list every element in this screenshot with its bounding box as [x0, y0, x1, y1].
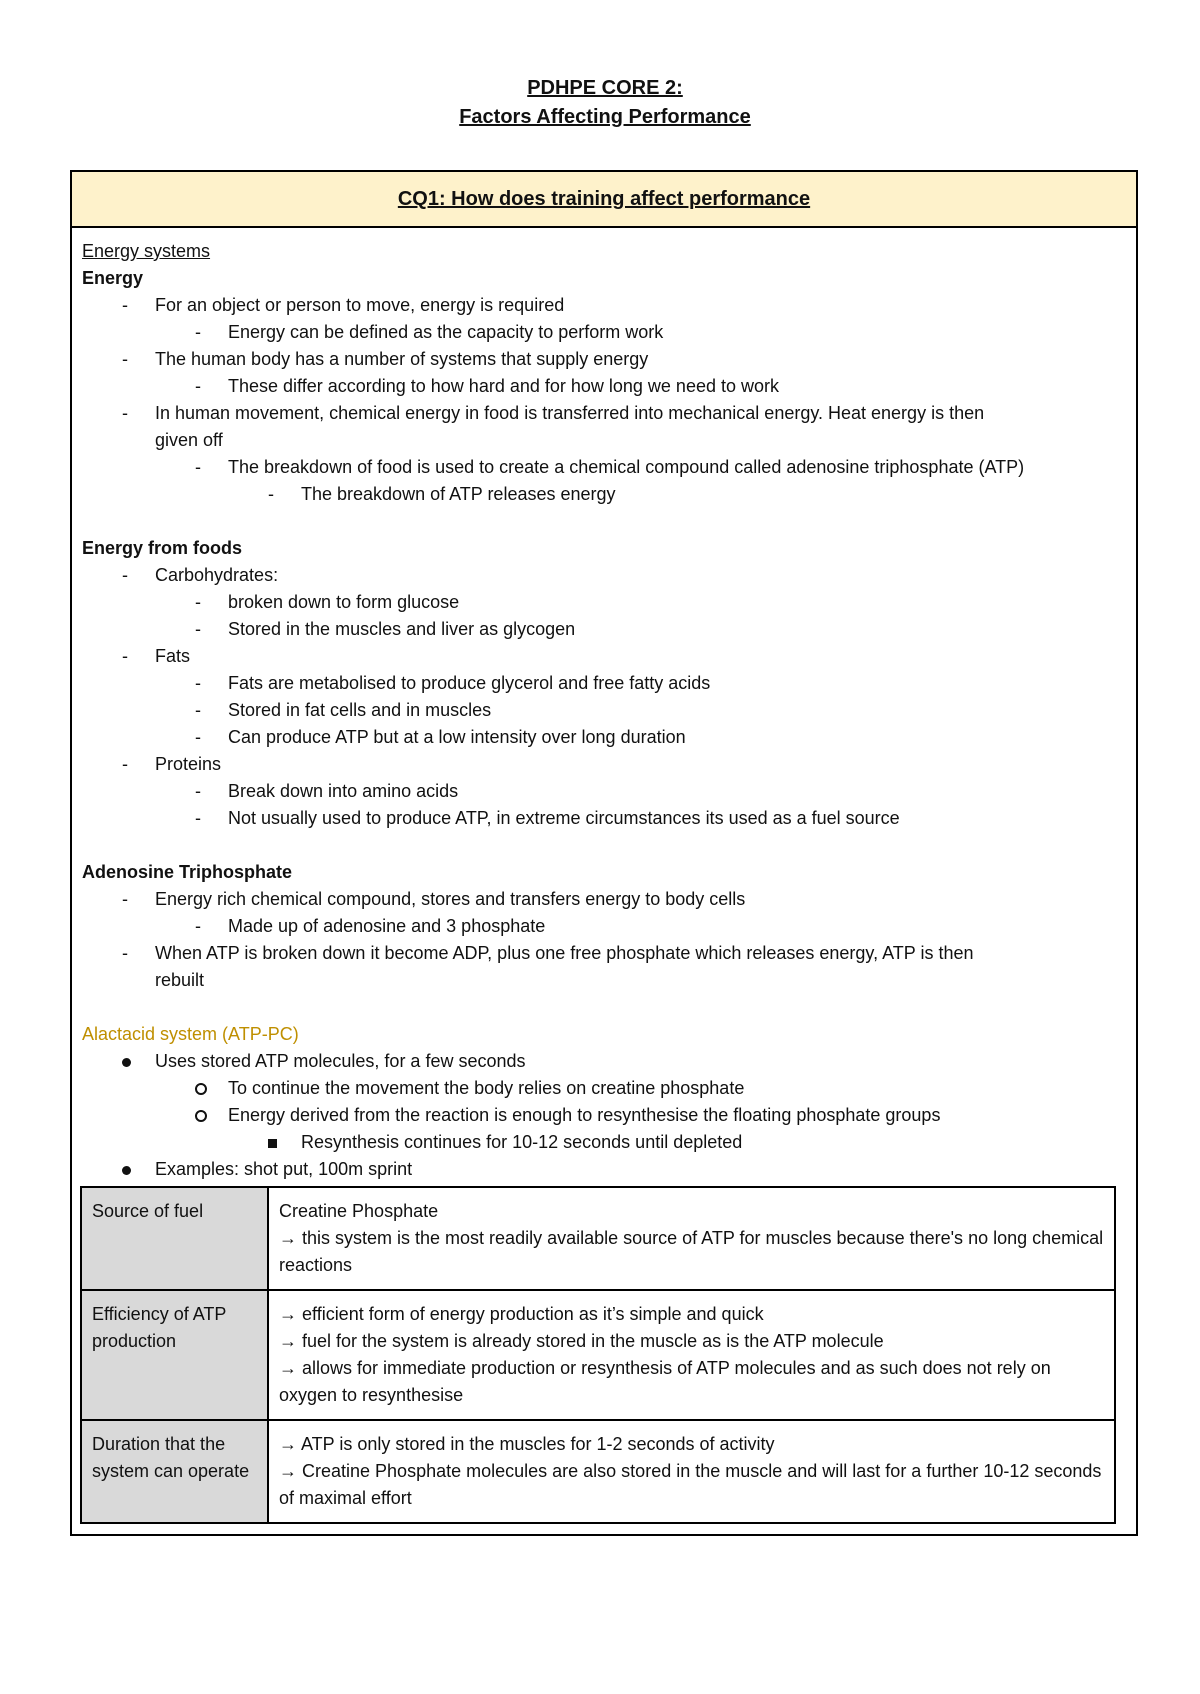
list-item-text: Not usually used to produce ATP, in extreme circumstances its used as a fuel source: [228, 808, 900, 828]
list-item-text: Examples: shot put, 100m sprint: [155, 1159, 413, 1179]
list-item: [82, 454, 1132, 481]
dash-marker: -: [195, 700, 201, 720]
dash-marker: -: [195, 376, 201, 396]
dash-marker: -: [122, 295, 128, 315]
list-item: [82, 1048, 1132, 1075]
list-item-text: Uses stored ATP molecules, for a few seconds: [155, 1051, 526, 1071]
list-item-text: To continue the movement the body relies on creatine phosphate: [228, 1078, 745, 1098]
dash-marker: -: [122, 646, 128, 666]
dash-marker: -: [195, 619, 201, 639]
energy-list: [82, 292, 1132, 508]
list-item: [82, 967, 1132, 994]
list-item-text: Made up of adenosine and 3 phosphate: [228, 916, 546, 936]
dash-marker: -: [195, 673, 201, 693]
list-item-text: The breakdown of food is used to create a chemical compound called adenosine triphosphate (ATP): [228, 457, 1025, 477]
list-item: [82, 373, 1132, 400]
list-item: [82, 1156, 1132, 1183]
list-item: [82, 481, 1132, 508]
list-item: [82, 562, 1132, 589]
dash-marker: -: [122, 565, 128, 585]
list-item: [82, 427, 1132, 454]
bullet-icon: [122, 1048, 131, 1075]
table-cell-line: → efficient form of energy production as it’s simple and quick: [279, 1304, 764, 1324]
document-title: PDHPE CORE 2:: [527, 77, 683, 99]
list-item-text: broken down to form glucose: [228, 592, 460, 612]
list-item-text: Stored in fat cells and in muscles: [228, 700, 492, 720]
list-item-text: In human movement, chemical energy in food is transferred into mechanical energy. Heat energy is then: [155, 403, 985, 423]
dash-marker: -: [195, 322, 201, 342]
list-item: [82, 805, 1132, 832]
dash-marker: -: [195, 781, 201, 801]
list-item-text: The human body has a number of systems that supply energy: [155, 349, 649, 369]
dash-marker: -: [268, 484, 274, 504]
circle-bullet-icon: [195, 1075, 207, 1103]
table-row: [81, 1290, 1115, 1420]
list-item-text: Proteins: [155, 754, 222, 774]
dash-marker: -: [195, 916, 201, 936]
square-bullet-icon: [268, 1129, 277, 1156]
list-item-text: When ATP is broken down it become ADP, plus one free phosphate which releases energy, ATP is then: [155, 943, 974, 963]
list-item: [82, 913, 1132, 940]
list-item-text: rebuilt: [155, 970, 205, 990]
list-item: [82, 886, 1132, 913]
list-item: [82, 940, 1132, 967]
energy-heading: Energy: [82, 268, 144, 288]
table-cell-line: → allows for immediate production or resynthesis of ATP molecules and as such does not rely on oxygen to resynthesise: [279, 1358, 1051, 1405]
table-row-value: [268, 1290, 1115, 1420]
energy-systems-heading: Energy systems: [82, 241, 211, 261]
list-item: [82, 643, 1132, 670]
table-cell-line: → fuel for the system is already stored in the muscle as is the ATP molecule: [279, 1331, 884, 1351]
list-item: [82, 751, 1132, 778]
list-item-text: Break down into amino acids: [228, 781, 459, 801]
dash-marker: -: [195, 727, 201, 747]
list-item-text: given off: [155, 430, 223, 450]
list-item: [82, 670, 1132, 697]
list-item: [82, 778, 1132, 805]
table-row: [81, 1420, 1115, 1523]
dash-marker: -: [122, 349, 128, 369]
list-item: [82, 589, 1132, 616]
list-item: [82, 1129, 1132, 1156]
list-item-text: Carbohydrates:: [155, 565, 279, 585]
list-item: [82, 400, 1132, 427]
table-cell-line: → ATP is only stored in the muscles for 1-2 seconds of activity: [279, 1434, 775, 1454]
dash-marker: -: [122, 403, 128, 423]
cq-heading: CQ1: How does training affect performance: [72, 172, 1136, 228]
notes-body: [82, 238, 1132, 1183]
table-row-value: [268, 1420, 1115, 1523]
table-cell-line: Creatine Phosphate: [279, 1201, 439, 1221]
foods-heading: Energy from foods: [82, 538, 243, 558]
table-row-label: Efficiency of ATP production: [81, 1290, 268, 1420]
dash-marker: -: [195, 592, 201, 612]
list-item-text: Stored in the muscles and liver as glycogen: [228, 619, 576, 639]
table-row-label: Source of fuel: [81, 1187, 268, 1290]
atp-heading: Adenosine Triphosphate: [82, 862, 293, 882]
table-row-value: [268, 1187, 1115, 1290]
list-item-text: Energy can be defined as the capacity to perform work: [228, 322, 664, 342]
list-item: [82, 697, 1132, 724]
dash-marker: -: [122, 889, 128, 909]
list-item-text: Energy derived from the reaction is enough to resynthesise the floating phosphate groups: [228, 1105, 941, 1125]
list-item: [82, 292, 1132, 319]
list-item-text: Energy rich chemical compound, stores and transfers energy to body cells: [155, 889, 746, 909]
list-item-text: Fats are metabolised to produce glycerol and free fatty acids: [228, 673, 711, 693]
list-item: [82, 1075, 1132, 1102]
foods-list: [82, 562, 1132, 832]
dash-marker: -: [122, 754, 128, 774]
table-row-label: Duration that the system can operate: [81, 1420, 268, 1523]
circle-bullet-icon: [195, 1102, 207, 1130]
dash-marker: -: [122, 943, 128, 963]
list-item-text: Resynthesis continues for 10-12 seconds until depleted: [301, 1132, 743, 1152]
list-item-text: Can produce ATP but at a low intensity over long duration: [228, 727, 686, 747]
list-item: [82, 319, 1132, 346]
list-item-text: For an object or person to move, energy is required: [155, 295, 565, 315]
table-cell-line: → Creatine Phosphate molecules are also stored in the muscle and will last for a further 10-12 seconds of maximal effort: [279, 1461, 1102, 1508]
alactacid-table: [80, 1186, 1116, 1524]
list-item-text: The breakdown of ATP releases energy: [301, 484, 616, 504]
list-item: [82, 346, 1132, 373]
alactacid-heading: Alactacid system (ATP-PC): [82, 1024, 299, 1044]
list-item: [82, 1102, 1132, 1129]
list-item: [82, 724, 1132, 751]
dash-marker: -: [195, 457, 201, 477]
list-item: [82, 616, 1132, 643]
bullet-icon: [122, 1156, 131, 1183]
table-cell-line: → this system is the most readily available source of ATP for muscles because there's no long chemical reactions: [279, 1228, 1104, 1275]
list-item-text: Fats: [155, 646, 191, 666]
table-row: [81, 1187, 1115, 1290]
list-item-text: These differ according to how hard and for how long we need to work: [228, 376, 779, 396]
document-subtitle: Factors Affecting Performance: [459, 106, 751, 128]
alactacid-list: [82, 1048, 1132, 1183]
atp-list: [82, 886, 1132, 994]
dash-marker: -: [195, 808, 201, 828]
